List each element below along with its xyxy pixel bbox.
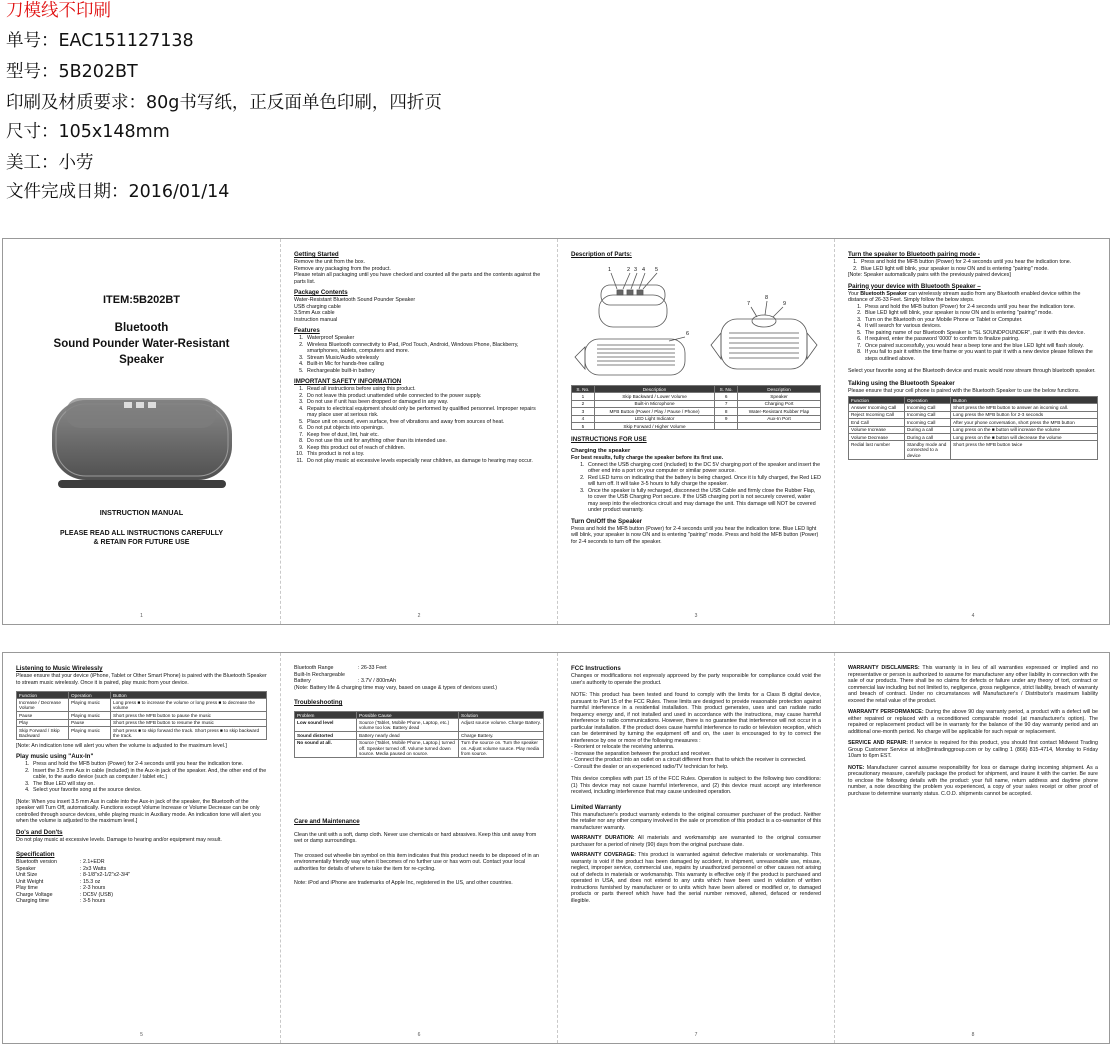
page-7: FCC Instructions Changes or modifications not expressly approved by the party responsible for compliance could void the user's authority to operate the product. NOTE: This product has been tested and found to comply with the limits for a Class B digital device, pursuant to Part 15 of the FCC Rules. These limits are designed to provide reasonable protection against harmful interference in a residential installation. This product generates, uses and can radiate radio frequency energy and, if not installed and used in accordance with the instructions, may cause harmful interference to radio communications. However, there is no guarantee that interference will not occur in a particular installation. If the product does cause harmful interference to radio or television reception, which can be determined by turning the equipment off and on, the user is encouraged to try to correct the interference by one or more of the following measures : - Reorient or relocate the receiving antenna. - Increase the separation between the product and receiver. - Connect the product into an outlet on a circuit different from that to which the receiver is connected. - Consult the dealer or an experienced radio/TV technician for help. This device complies with part 15 of the FCC Rules. Operation is subject to the following two conditions: (1) This device may not cause harmful interference, and (2) this device must accept any interference received, including interference that may cause undesired operation. Limited Warranty This manufacturer's product warranty extends to the original consumer purchaser of the product. Neither the retailer nor any other company involved in the sale or promotion of this product is a co-warrantor of this manufacturer warranty. WARRANTY DURATION: All materials and workmanship are warranted to the original consumer purchaser for a period of ninety (90) days from the original purchase date. WARRANTY COVERAGE: This product is warranted against defective materials or workmanship. This warranty is void if the product has been damaged by accident, in shipment, unreasonable use, misuse, neglect, improper service, commercial use, repairs by unauthorized personnel or other causes not arising out of defects in materials or workmanship. This warranty is effective only if the product is purchased and operated in USA, and does not extend to any units which have been used in violation of written instructions furnished by manufacturer or to units which have been altered or modified or, to damaged products or parts thereof which have had the serial number removed, altered, defaced or rendered illegible. 7 <box>557 653 834 1043</box>
specification-heading: Specification <box>16 851 55 859</box>
page-number: 5 <box>140 1031 143 1038</box>
table-row: Volume Decrease During a call Long press on the ■ button will decrease the volume <box>849 434 1098 441</box>
parts-table: S. No. Description S. No. Description 1 Skip Backward / Lower Volume 6 Speaker 2 Built-in Microphone 7 Charging Port 3 MFB Button (Power / Play / Pause / Phone) 8 Water-Resistant Rubber Flap 4 LED Light Indicator 9 Aux-In Port 5 Skip Forward / Higher Volume <box>571 385 821 430</box>
page-number: 6 <box>417 1031 421 1038</box>
spec-continued: Bluetooth Range : 26-33 Feet Built-In Rechargeable Battery : 3.7V / 800mAh <box>294 665 396 684</box>
table-row: Play Pause Short press the MFB button to resume the music <box>17 719 267 726</box>
table-row: Sound distorted Battery nearly dead Charge Battery. <box>295 732 544 739</box>
table-row: No sound at all. Source (Tablet, Mobile Phone, Laptop.) turned off. Speaker turned off. Volume turned down source. Media paused on source. Turn the source on. Turn the speaker on. Adjust volume source. Play media from source. <box>295 739 544 757</box>
page-number: 1 <box>140 612 143 619</box>
page-5: Listening to Music Wirelessly Please ensure that your device (iPhone, Tablet or Other Smart Phone) is paired with the Bluetooth Speaker to stream music wirelessly. Once it is paired, play music from your device. Function Operation Button Increase / Decrease Volume Playing music Long press ■ to increase the volume or long press ■ to decrease the volume Pause Playing music Short press the MFB button to pause the music Play Pause Short press the MFB button to resume the music Skip Forward / Skip Backward Playing music Short press ■ to skip forward the track. Short press ■ to skip backward the track. [Note: An indication tone will alert you when the volume is adjusted to the maximum level.] Play music using "Aux-In" 1. Press and hold the MFB button (Power) for 2-4 seconds until you hear the indication tone. 2. Insert the 3.5 mm Aux in cable (included) in the Aux-in jack of the speaker. And, the other end of the cable, to the audio device (such as computer / tablet etc.) 3. The Blue LED will stay on. 4. Select your favorite song at the source device. [Note: When you insert 3.5 mm Aux in cable into the Aux-in jack of the speaker, the Bluetooth of the speaker will Turn Off, automatically. Functions except Volume Increase or Volume Decrease can be only controlled through source devices, while playing music in Auxiliary mode. An indication tone will alert you when the volume is adjusted to the maximum level.] Do's and Don'ts Do not play music at excessive levels. Damage to hearing and/or equipment may result. Specification Bluetooth version : 2.1+EDR Speaker : 2x3 Watts Unit Size : 8-1/8"x2-1/2"x2-3/4" Unit Weight : 15.3 oz Play time : 2-3 hours Charge Voltage : DC5V (USB) Charging time : 3-5 hours 5 <box>3 653 280 1043</box>
fcc-heading: FCC Instructions <box>571 665 621 672</box>
table-row: Pause Playing music Short press the MFB button to pause the music <box>17 712 267 719</box>
callout-5: 5 <box>655 267 659 273</box>
page-6: Bluetooth Range : 26-33 Feet Built-In Rechargeable Battery : 3.7V / 800mAh (Note: Battery life & charging time may vary, based on usage & types of devices used.) Troubleshooting Problem Possible Cause Solution Low sound level Source (Tablet, Mobile Phone, Laptop, etc.) volume too low. Battery dead Adjust source volume. Charge Battery. Sound distorted Battery nearly dead Charge Battery. No sound at all. Source (Tablet, Mobile Phone, Laptop.) turned off. Speaker turned off. Volume turned down source. Media paused on source. Turn the source on. Turn the speaker on. Adjust volume source. Play media from source. Care and Maintenance Clean the unit with a soft, damp cloth. Never use chemicals or hard abrasives. Keep this unit away from wet or damp surroundings. The crossed out wheelie bin symbol on this item indicates that this product needs to be disposed of in an environmentally friendly way when it becomes of no further use or has worn out. Contact your local authorities for details of where to take the item for re-cycling. Note: iPod and iPhone are trademarks of Apple Inc, registered in the US, and other countries. 6 <box>280 653 557 1043</box>
table-row: Skip Forward / Skip Backward Playing music Short press ■ to skip forward the track. Short press ■ to skip backward the track. <box>17 727 267 740</box>
call-functions-table: Function Operation Button Answer Incoming Call Incoming Call Short press the MFB button to answer an incoming call. Reject Incoming Call Incoming Call Long press the MFB button for 2-3 seconds End Call Incoming Call After your phone conversation, short press the MFB button Volume Increase During a call Long press on the ■ button will increase the volume Volume Decrease During a call Long press on the ■ button will decrease the volume Redial last number Standby mode and connected to a device Short press the MFB button twice <box>848 396 1098 460</box>
page-number: 3 <box>694 612 698 619</box>
page-number: 2 <box>417 612 421 619</box>
table-row: 1 Skip Backward / Lower Volume 6 Speaker <box>572 393 821 400</box>
cover-page <box>3 239 280 624</box>
table-row: Reject Incoming Call Incoming Call Long press the MFB button for 2-3 seconds <box>849 411 1098 418</box>
table-row: 5 Skip Forward / Higher Volume <box>572 423 821 430</box>
limited-warranty-heading: Limited Warranty <box>571 803 622 811</box>
table-row: 4 LED Light Indicator 9 Aux-In Port <box>572 415 821 422</box>
completion-date: 文件完成日期：2016/01/14 <box>6 182 230 202</box>
table-row: Redial last number Standby mode and connected to a device Short press the MFB button twice <box>849 441 1098 459</box>
power-heading: Turn On/Off the Speaker <box>571 517 643 525</box>
page-3: Description of Parts: 1 2 3 4 5 6 7 8 9 S. No. Description S. No. Description 1 Skip Backward / Lower Volume 6 Speaker 2 Built-in Microphone 7 Charging Port 3 MFB Button (Power / Play / Pause / Phone) 8 Water-Resistant Rubber Flap 4 LED Light Indicator 9 Aux-In Port 5 Skip Forward / Higher Volume INSTRUCTIONS FOR USE Charging the speaker For best results, fully charge the speaker before its first use. 1. Connect the USB charging cord (included) to the DC 5V charging port of the speaker and insert the other end into a port on your computer or similar power source. 2. Red LED turns on indicating that the battery is being charged. Once it is fully charged, the Red LED will turn off. It will take 3-5 hours to fully charge the speaker. 3. Once the speaker is fully recharged, disconnect the USB Cable and firmly close the Rubber Flap, to cover the USB Charging Port secure. If the USB charging port is not securely covered, water may seep into the electronics circuit and may damage the unit. This damage will NOT be covered under product warranty. Turn On/Off the Speaker Press and hold the MFB button (Power) for 2-4 seconds until you hear the indication tone. Blue LED light will blink, your speaker is now ON and is entering "pairing" mode. Press and hold the MFB button (Power) for 2-4 seconds to turn off the speaker. 3 <box>557 239 834 624</box>
callout-6: 6 <box>686 331 690 337</box>
pairing-steps: 1. Press and hold the MFB button (Power) for 2-4 seconds until you hear the indication tone. 2. Blue LED light will blink, your speaker is now ON and is entering "pairing" mode. 3. Turn on the Bluetooth on your Mobile Phone or Tablet or Computer. 4. It will search for various devices. 5. The pairing name of our Bluetooth Speaker is "SL SOUNDPOUNDER", pair it with this device. 6. If required, enter the password '0000' to confirm to finalize pairing. 7. Once paired successfully, you would hear a beep tone and the blue LED light will flash slowly. 8. If you fail to pair it within the time frame or you want to pair it with a new device please follows the steps outlined above. <box>863 304 1098 363</box>
designer: 美工：小劳 <box>6 153 94 173</box>
table-row: End Call Incoming Call After your phone conversation, short press the MFB button <box>849 419 1098 426</box>
callout-1: 1 <box>608 267 612 273</box>
page-number: 8 <box>971 1031 975 1038</box>
charging-list: 1. Connect the USB charging cord (included) to the DC 5V charging port of the speaker and insert the other end into a port on your computer or similar power source. 2. Red LED turns on indicating that the battery is being charged. Once it is fully charged, the Red LED will turn off. It will take 3-5 hours to fully charge the speaker. 3. Once the speaker is fully recharged, disconnect the USB Cable and firmly close the Rubber Flap, to cover the USB Charging Port secure. If the USB charging port is not securely covered, water may seep into the electronics circuit and may damage the unit. This damage will NOT be covered under product warranty. <box>586 462 821 514</box>
manual-label: INSTRUCTION MANUAL <box>99 508 184 517</box>
pairing-mode-list: 1. Press and hold the MFB button (Power) for 2-4 seconds until you hear the indication tone. 2. Blue LED light will blink, your speaker is now ON and is entering "pairing" mode. <box>859 259 1098 272</box>
callout-8: 8 <box>765 295 769 301</box>
table-row: Low sound level Source (Tablet, Mobile Phone, Laptop, etc.) volume too low. Battery dead Adjust source volume. Charge Battery. <box>295 719 544 732</box>
aux-heading: Play music using "Aux-In" <box>16 753 94 761</box>
charging-heading: Charging the speaker <box>571 448 631 455</box>
dos-donts-heading: Do's and Don'ts <box>16 828 63 836</box>
features-heading: Features <box>294 327 320 334</box>
callout-9: 9 <box>783 301 787 307</box>
page-number: 7 <box>694 1031 698 1038</box>
troubleshooting-table: Problem Possible Cause Solution Low sound level Source (Tablet, Mobile Phone, Laptop, etc.) volume too low. Battery dead Adjust source volume. Charge Battery. Sound distorted Battery nearly dead Charge Battery. No sound at all. Source (Tablet, Mobile Phone, Laptop.) turned off. Speaker turned off. Volume turned down source. Media paused on source. Turn the source on. Turn the speaker on. Adjust volume source. Play media from source. <box>294 711 544 758</box>
instructions-heading: INSTRUCTIONS FOR USE <box>571 436 647 444</box>
aux-steps: 1. Press and hold the MFB button (Power) for 2-4 seconds until you hear the indication tone. 2. Insert the 3.5 mm Aux in cable (included) in the Aux-in jack of the speaker. And, the other end of the cable, to the audio device (such as computer / tablet etc.) 3. The Blue LED will stay on. 4. Select your favorite song at the source device. <box>31 761 267 794</box>
print-note: 刀模线不印刷 <box>6 1 111 21</box>
table-row: 2 Built-in Microphone 7 Charging Port <box>572 400 821 407</box>
parts-diagram <box>571 261 821 383</box>
page-8: WARRANTY DISCLAIMERS: This warranty is in lieu of all warranties expressed or implied and no representative or person is authorized to assume for manufacturer any other liability in connection with the sale of our products. There shall be no claims for defects or failure under any theory of tort, contract or commercial law including but not limited to, negligence, gross negligence, strict liability, breach of warranty and breach of contract. Under no circumstances will Manufacturer's / Distributor's maximum liability exceed the retail value of the product. WARRANTY PERFORMANCE: During the above 90 day warranty period, a product with a defect will be either repaired or replaced with a reconditioned comparable model (at manufacturer's option). The repaired or replacement product will be in warranty for the balance of the 90 day warranty period and an additional one-month period. No charge will be applicable for such repair or replacement. SERVICE AND REPAIR: If service is required for this product, you should first contact Midwest Trading Group Customer Service at info@mtradinggroup.com or by calling 1 (866) 815-4714, Monday to Friday 10am to 6pm EST. NOTE: Manufacturer cannot assume responsibility for loss or damage during incoming shipment. As a precautionary measure, carefully package the product for shipment, and insure it with the carrier. Be sure to enclose the following details with the product: your full name, return address and daytime phone number, a note describing the problem you experienced, a copy of your sales receipt or other proof of purchase to determine warranty status. C.O.D. shipments cannot be accepted. 8 <box>834 653 1111 1043</box>
music-functions-table: Function Operation Button Increase / Decrease Volume Playing music Long press ■ to increase the volume or long press ■ to decrease the volume Pause Playing music Short press the MFB button to pause the music Play Pause Short press the MFB button to resume the music Skip Forward / Skip Backward Playing music Short press ■ to skip forward the track. Short press ■ to skip backward the track. <box>16 691 267 740</box>
front-sheet <box>2 238 1110 625</box>
safety-heading: IMPORTANT SAFETY INFORMATION <box>294 378 402 385</box>
callout-7: 7 <box>747 301 751 307</box>
table-row: Answer Incoming Call Incoming Call Short press the MFB button to answer an incoming call. <box>849 404 1098 411</box>
back-sheet <box>2 652 1110 1044</box>
table-row: 3 MFB Button (Power / Play / Pause / Phone) 8 Water-Resistant Rubber Flap <box>572 408 821 415</box>
safety-list: 1. Read all instructions before using this product. 2. Do not leave this product unattended while connected to the power supply. 3. Do not use if unit has been dropped or damaged in any way. 4. Repairs to electrical equipment should only be performed by qualified personnel. Improper repairs may place user at serious risk. 5. Place unit on sound, even surface, free of vibrations and away from sources of heat. 6. Do not put objects into openings. 7. Keep free of dust, lint, hair etc. 8. Do not use this unit for anything other than its intended use. 9. Keep this product out of reach of children. 10. This product is not a toy. 11. Do not play music at excessive levels especially near children, as damage to hearing may occur. <box>305 386 544 464</box>
table-row: Increase / Decrease Volume Playing music Long press ■ to increase the volume or long press ■ to decrease the volume <box>17 699 267 712</box>
dimensions: 尺寸：105x148mm <box>6 122 170 142</box>
table-row: Volume Increase During a call Long press on the ■ button will increase the volume <box>849 426 1098 433</box>
callout-4: 4 <box>642 267 646 273</box>
product-title: Bluetooth Sound Pounder Water-Resistant Speaker <box>53 321 230 366</box>
music-heading: Listening to Music Wirelessly <box>16 665 103 672</box>
callout-3: 3 <box>634 267 638 273</box>
item-number: ITEM:5B202BT <box>102 294 181 306</box>
page-number: 4 <box>971 612 975 619</box>
retain-notice: PLEASE READ ALL INSTRUCTIONS CAREFULLY & RETAIN FOR FUTURE USE <box>59 529 224 546</box>
page-4: Turn the speaker to Bluetooth pairing mode - 1. Press and hold the MFB button (Power) for 2-4 seconds until you hear the indication tone. 2. Blue LED light will blink, your speaker is now ON and is entering "pairing" mode. [Note: Speaker automatically pairs with the previously paired devices] Pairing your device with Bluetooth Speaker – Your Bluetooth Speaker can wirelessly stream audio from any Bluetooth enabled device within the distance of 26-33 Feet. Simply follow the below steps. 1. Press and hold the MFB button (Power) for 2-4 seconds until you hear the indication tone. 2. Blue LED light will blink, your speaker is now ON and is entering "pairing" mode. 3. Turn on the Bluetooth on your Mobile Phone or Tablet or Computer. 4. It will search for various devices. 5. The pairing name of our Bluetooth Speaker is "SL SOUNDPOUNDER", pair it with this device. 6. If required, enter the password '0000' to confirm to finalize pairing. 7. Once paired successfully, you would hear a beep tone and the blue LED light will flash slowly. 8. If you fail to pair it within the time frame or you want to pair it with a new device please follows the steps outlined above. Select your favorite song at the Bluetooth device and music would now stream through bluetooth speaker. Talking using the Bluetooth Speaker Please ensure that your cell phone is paired with the Bluetooth Speaker to use the below functions. Function Operation Button Answer Incoming Call Incoming Call Short press the MFB button to answer an incoming call. Reject Incoming Call Incoming Call Long press the MFB button for 2-3 seconds End Call Incoming Call After your phone conversation, short press the MFB button Volume Increase During a call Long press on the ■ button will increase the volume Volume Decrease During a call Long press on the ■ button will decrease the volume Redial last number Standby mode and connected to a device Short press the MFB button twice 4 <box>834 239 1111 624</box>
troubleshooting-heading: Troubleshooting <box>294 699 343 706</box>
callout-2: 2 <box>627 267 631 273</box>
features-list: 1. Waterproof Speaker 2. Wireless Bluetooth connectivity to iPad, iPod Touch, Android, Windows Phone, Blackberry, smartphones, tablets, computers and more. 3. Stream Music/Audio wirelessly 4. Built-in Mic for hands-free calling 5. Rechargeable built-in battery <box>305 335 544 374</box>
spec-list: Bluetooth version : 2.1+EDR Speaker : 2x3 Watts Unit Size : 8-1/8"x2-1/2"x2-3/4" Unit Weight : 15.3 oz Play time : 2-3 hours Charge Voltage : DC5V (USB) Charging time : 3-5 hours <box>16 859 131 905</box>
order-number: 单号：EAC151127138 <box>6 31 194 51</box>
pairing-mode-heading: Turn the speaker to Bluetooth pairing mode - <box>848 251 980 258</box>
model-number: 型号：5B202BT <box>6 62 138 82</box>
print-material: 印刷及材质要求：80g书写纸，正反面单色印刷，四折页 <box>6 93 442 113</box>
pairing-device-heading: Pairing your device with Bluetooth Speaker – <box>848 282 981 290</box>
speaker-image <box>48 386 236 494</box>
page-2: Getting Started Remove the unit from the box. Remove any packaging from the product. Please retain all packaging until you have checked and counted all the parts and the contents against the parts list. Package Contents Water-Resistant Bluetooth Sound Pounder Speaker USB charging cable 3.5mm Aux cable Instruction manual Features 1. Waterproof Speaker 2. Wireless Bluetooth connectivity to iPad, iPod Touch, Android, Windows Phone, Blackberry, smartphones, tablets, computers and more. 3. Stream Music/Audio wirelessly 4. Built-in Mic for hands-free calling 5. Rechargeable built-in battery IMPORTANT SAFETY INFORMATION 1. Read all instructions before using this product. 2. Do not leave this product unattended while connected to the power supply. 3. Do not use if unit has been dropped or damaged in any way. 4. Repairs to electrical equipment should only be performed by qualified personnel. Improper repairs may place user at serious risk. 5. Place unit on sound, even surface, free of vibrations and away from sources of heat. 6. Do not put objects into openings. 7. Keep free of dust, lint, hair etc. 8. Do not use this unit for anything other than its intended use. 9. Keep this product out of reach of children. 10. This product is not a toy. 11. Do not play music at excessive levels especially near children, as damage to hearing may occur. 2 <box>280 239 557 624</box>
parts-heading: Description of Parts: <box>571 251 632 258</box>
care-heading: Care and Maintenance <box>294 817 360 825</box>
talking-heading: Talking using the Bluetooth Speaker <box>848 379 955 387</box>
getting-started-heading: Getting Started <box>294 251 339 258</box>
package-contents-heading: Package Contents <box>294 289 348 296</box>
